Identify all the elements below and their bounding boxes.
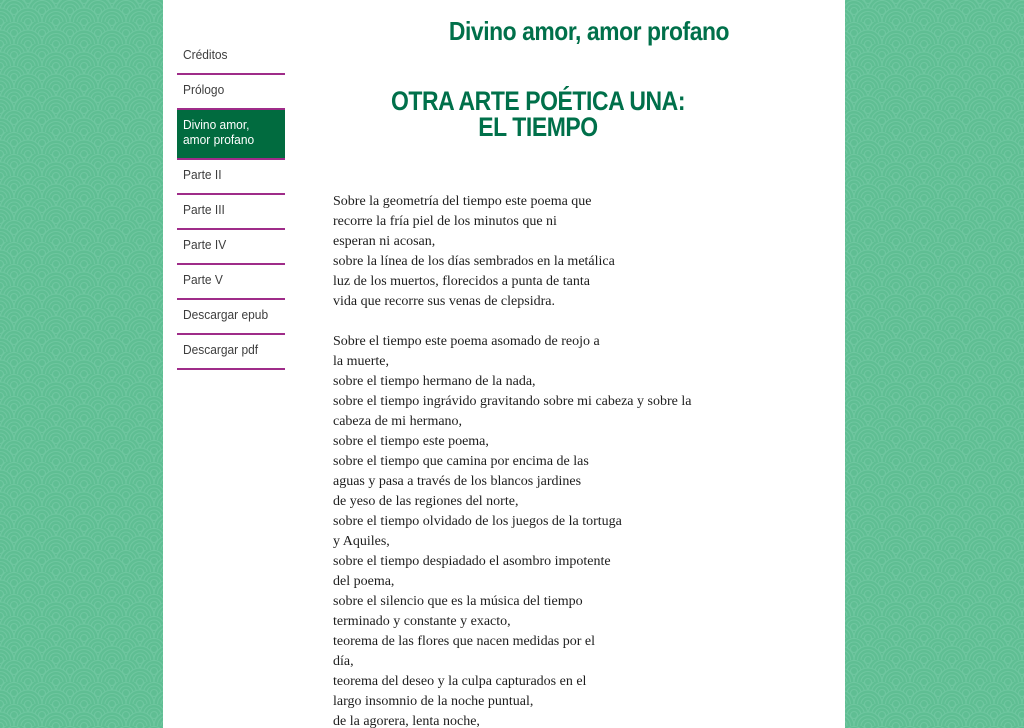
poem-line: luz de los muertos, florecidos a punta de tanta	[333, 274, 590, 289]
poem-line: sobre el tiempo hermano de la nada,	[333, 374, 536, 389]
sidebar-item-label: Divino amor, amor profano	[183, 117, 255, 147]
poem-line: sobre el tiempo ingrávido gravitando sobre mi cabeza y sobre la	[333, 394, 692, 409]
sidebar-item-parte-3[interactable]	[177, 195, 285, 230]
sidebar-item-parte-4[interactable]	[177, 230, 285, 265]
book-page	[163, 0, 845, 728]
poem-line: aguas y pasa a través de los blancos jardines	[333, 474, 582, 489]
poem-line: sobre la línea de los días sembrados en la metálica	[333, 254, 615, 269]
poem-line: largo insomnio de la noche puntual,	[333, 694, 534, 709]
poem-line: de la agorera, lenta noche,	[333, 714, 480, 728]
sidebar-item-parte-2[interactable]	[177, 160, 285, 195]
sidebar-item-parte-5[interactable]	[177, 265, 285, 300]
poem-line: vida que recorre sus venas de clepsidra.	[333, 294, 555, 309]
chapter-content	[333, 88, 743, 728]
poem-line: día,	[333, 654, 354, 669]
sidebar-item-label: Parte IV	[183, 237, 227, 252]
sidebar-item-label: Descargar pdf	[183, 342, 259, 357]
poem-line: de yeso de las regiones del norte,	[333, 494, 519, 509]
sidebar-item-label: Prólogo	[183, 82, 225, 97]
poem-line: sobre el tiempo este poema,	[333, 434, 489, 449]
poem-stanza	[333, 332, 743, 728]
sidebar-item-descargar-epub[interactable]	[177, 300, 285, 335]
poem-line: sobre el tiempo despiadado el asombro impotente	[333, 554, 611, 569]
chapter-title	[364, 88, 713, 140]
poem-line: la muerte,	[333, 354, 389, 369]
sidebar-item-divino-amor[interactable]	[177, 110, 285, 160]
poem-line: esperan ni acosan,	[333, 234, 436, 249]
poem-line: recorre la fría piel de los minutos que ni	[333, 214, 557, 229]
sidebar-item-label: Parte III	[183, 202, 225, 217]
poem-line: sobre el tiempo que camina por encima de las	[333, 454, 589, 469]
poem-line: Sobre la geometría del tiempo este poema que	[333, 194, 592, 209]
sidebar-item-label: Parte V	[183, 272, 223, 287]
poem-line: teorema del deseo y la culpa capturados en el	[333, 674, 587, 689]
chapter-title-line1: OTRA ARTE POÉTICA UNA:	[390, 86, 686, 116]
poem-line: sobre el tiempo olvidado de los juegos de la tortuga	[333, 514, 622, 529]
chapter-main	[333, 0, 845, 728]
poem-line: sobre el silencio que es la música del tiempo	[333, 594, 583, 609]
poem-line: del poema,	[333, 574, 395, 589]
sidebar-item-label: Créditos	[183, 47, 228, 62]
sidebar-item-label: Descargar epub	[183, 307, 269, 322]
poem-line: teorema de las flores que nacen medidas por el	[333, 634, 596, 649]
sidebar-item-creditos[interactable]	[177, 40, 285, 75]
table-of-contents	[177, 40, 285, 370]
poem-line: cabeza de mi hermano,	[333, 414, 463, 429]
poem-stanza	[333, 192, 743, 312]
poem-line: terminado y constante y exacto,	[333, 614, 511, 629]
chapter-title-line2: EL TIEMPO	[478, 112, 598, 142]
poem-line: y Aquiles,	[333, 534, 390, 549]
book-title: Divino amor, amor profano	[448, 16, 730, 46]
sidebar-item-label: Parte II	[183, 167, 222, 182]
poem-line: Sobre el tiempo este poema asomado de reojo a	[333, 334, 600, 349]
poem-text	[333, 192, 743, 728]
sidebar-item-prologo[interactable]	[177, 75, 285, 110]
sidebar-item-descargar-pdf[interactable]	[177, 335, 285, 370]
